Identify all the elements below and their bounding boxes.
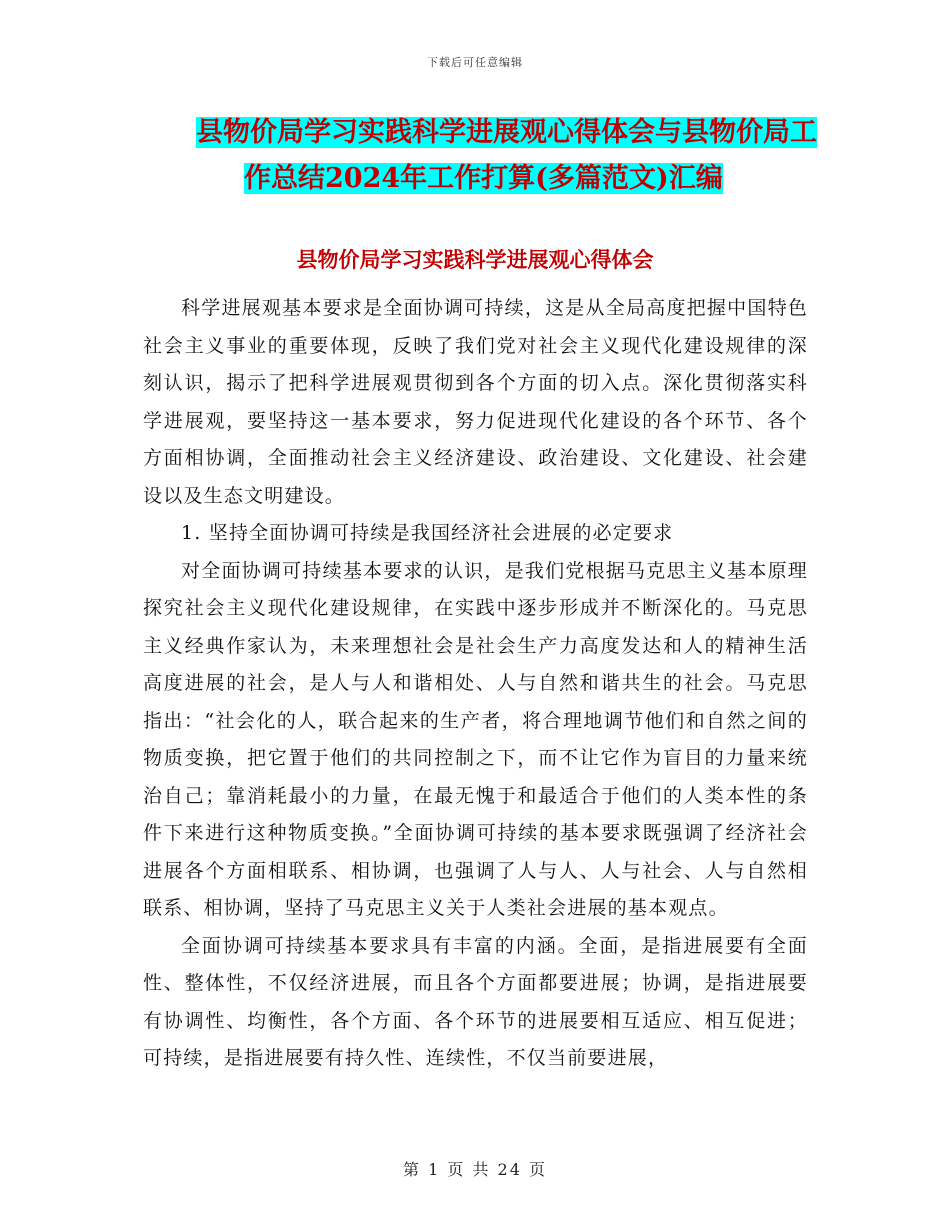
title-line-2: 作总结2024年工作打算(多篇范文)汇编 — [244, 163, 723, 194]
title-line-1: 县物价局学习实践科学进展观心得体会与县物价局工 — [196, 117, 817, 148]
page-footer: 第 1 页 共 24 页 — [403, 1160, 547, 1179]
paragraph: 对全面协调可持续基本要求的认识，是我们党根据马克思主义基本原理探究社会主义现代化建设规律，在实践中逐步形成并不断深化的。马克思主义经典作家认为，未来理想社会是社会生产力高度发达和人的精神生活高度进展的社会，是人与人和谐相处、人与自然和谐共生的社会。马克思指出：“社会化的人，联合起来的生产者，将合理地调节他们和自然之间的物质变换，把它置于他们的共同控制之下，而不让它作为盲目的力量来统治自己；靠消耗最小的力量，在最无愧于和最适合于他们的人类本性的条件下来进行这种物质变换。”全面协调可持续的基本要求既强调了经济社会进展各个方面相联系、相协调，也强调了人与人、人与社会、人与自然相联系、相协调，坚持了马克思主义关于人类社会进展的基本观点。 — [143, 559, 808, 919]
section-title: 县物价局学习实践科学进展观心得体会 — [296, 247, 654, 272]
paragraph: 科学进展观基本要求是全面协调可持续，这是从全局高度把握中国特色社会主义事业的重要体现，反映了我们党对社会主义现代化建设规律的深刻认识，揭示了把科学进展观贯彻到各个方面的切入点。深化贯彻落实科学进展观，要坚持这一基本要求，努力促进现代化建设的各个环节、各个方面相协调，全面推动社会主义经济建设、政治建设、文化建设、社会建设以及生态文明建设。 — [143, 297, 808, 507]
body-text — [143, 290, 808, 1078]
paragraph: 全面协调可持续基本要求具有丰富的内涵。全面，是指进展要有全面性、整体性，不仅经济进展，而且各个方面都要进展；协调，是指进展要有协调性、均衡性，各个方面、各个环节的进展要相互适应、相互促进；可持续，是指进展要有持久性、连续性，不仅当前要进展， — [143, 934, 808, 1069]
header-note: 下载后可任意编辑 — [427, 56, 523, 69]
paragraph-heading: 1. 坚持全面协调可持续是我国经济社会进展的必定要求 — [181, 522, 674, 544]
